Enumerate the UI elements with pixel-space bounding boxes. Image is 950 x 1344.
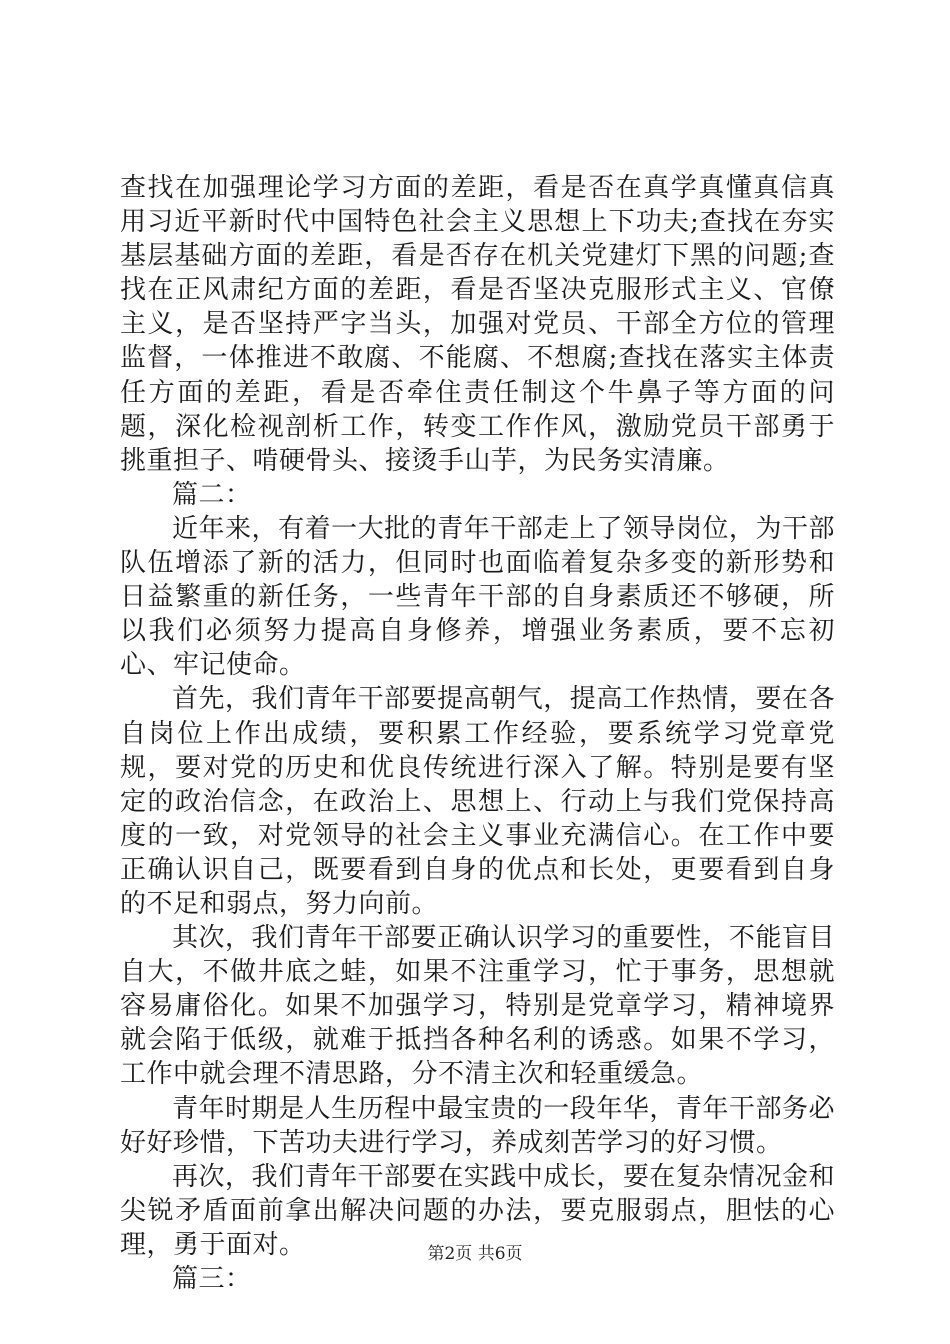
- paragraph-third: 再次，我们青年干部要在实践中成长，要在复杂情况金和尖锐矛盾面前拿出解决问题的办法，要克服弱点，胆怯的心理，勇于面对。: [120, 1161, 835, 1260]
- paragraph-second: 其次，我们青年干部要正确认识学习的重要性，不能盲目自大，不做井底之蛙，如果不注重学习，忙于事务，思想就容易庸俗化。如果不加强学习，特别是党章学习，精神境界就会陷于低级，就难于抵挡各种名利的诱惑。如果不学习，工作中就会理不清思路，分不清主次和轻重缓急。: [120, 923, 835, 1090]
- paragraph-youth: 青年时期是人生历程中最宝贵的一段年华，青年干部务必好好珍惜，下苦功夫进行学习，养成刻苦学习的好习惯。: [120, 1093, 835, 1158]
- page-number-label: 第2页 共6页: [427, 1244, 523, 1264]
- document-body: [120, 171, 835, 1296]
- page-footer: [0, 1243, 950, 1265]
- paragraph-continuation: 查找在加强理论学习方面的差距，看是否在真学真懂真信真用习近平新时代中国特色社会主义思想上下功夫;查找在夯实基层基础方面的差距，看是否存在机关党建灯下黑的问题;查找在正风肃纪方面的差距，看是否坚决克服形式主义、官僚主义，是否坚持严字当头，加强对党员、干部全方位的管理监督，一体推进不敢腐、不能腐、不想腐;查找在落实主体责任方面的差距，看是否牵住责任制这个牛鼻子等方面的问题，深化检视剖析工作，转变工作作风，激励党员干部勇于挑重担子、啃硬骨头、接烫手山芋，为民务实清廉。: [120, 173, 835, 476]
- section-heading-part-three: 篇三：: [172, 1264, 252, 1294]
- paragraph-first: 首先，我们青年干部要提高朝气，提高工作热情，要在各自岗位上作出成绩，要积累工作经验，要系统学习党章党规，要对党的历史和优良传统进行深入了解。特别是要有坚定的政治信念，在政治上、思想上、行动上与我们党保持高度的一致，对党领导的社会主义事业充满信心。在工作中要正确认识自己，既要看到自身的优点和长处，更要看到自身的不足和弱点，努力向前。: [120, 684, 835, 919]
- section-heading-part-two: 篇二：: [172, 479, 252, 510]
- paragraph-intro: 近年来，有着一大批的青年干部走上了领导岗位，为干部队伍增添了新的活力，但同时也面临着复杂多变的新形势和日益繁重的新任务，一些青年干部的自身素质还不够硬，所以我们必须努力提高自身修养，增强业务素质，要不忘初心、牢记使命。: [120, 513, 835, 681]
